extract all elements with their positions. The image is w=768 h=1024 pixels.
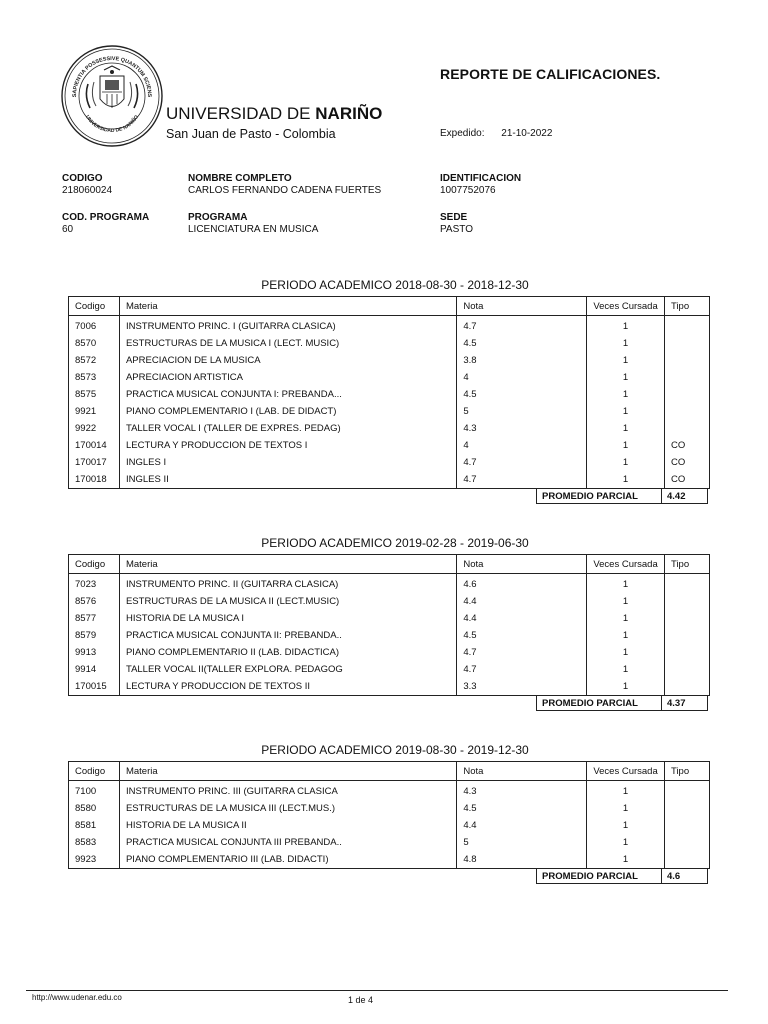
cell-materia: LECTURA Y PRODUCCION DE TEXTOS II <box>119 678 456 696</box>
cell-tipo <box>665 851 710 869</box>
cell-nota: 4.7 <box>457 661 587 678</box>
table-row <box>69 644 710 661</box>
cell-veces: 1 <box>587 352 665 369</box>
cell-codigo: 8570 <box>69 335 120 352</box>
cell-nota: 3.3 <box>457 678 587 696</box>
university-name-bold: NARIÑO <box>315 104 383 123</box>
promedio-parcial-label: PROMEDIO PARCIAL <box>536 868 662 884</box>
nombre-label: NOMBRE COMPLETO <box>188 173 292 184</box>
cell-nota: 4.8 <box>457 851 587 869</box>
table-row <box>69 369 710 386</box>
cell-nota: 4.5 <box>457 335 587 352</box>
cod-programa-block <box>62 212 149 236</box>
cell-tipo <box>665 316 710 336</box>
cell-nota: 4 <box>457 437 587 454</box>
cod-programa-label: COD. PROGRAMA <box>62 212 150 223</box>
cell-tipo <box>665 420 710 437</box>
cell-tipo <box>665 593 710 610</box>
cell-tipo: CO <box>665 454 710 471</box>
cell-materia: HISTORIA DE LA MUSICA II <box>119 817 456 834</box>
cell-codigo: 170017 <box>69 454 120 471</box>
table-row <box>69 420 710 437</box>
cell-materia: ESTRUCTURAS DE LA MUSICA I (LECT. MUSIC) <box>119 335 456 352</box>
cell-veces: 1 <box>587 335 665 352</box>
cell-codigo: 8572 <box>69 352 120 369</box>
column-header-tipo: Tipo <box>665 762 710 781</box>
column-header-materia: Materia <box>119 297 456 316</box>
cell-nota: 4.5 <box>457 627 587 644</box>
cell-tipo <box>665 403 710 420</box>
column-header-veces: Veces Cursada <box>587 555 665 574</box>
seal-text-bottom: UNIVERSIDAD DE NARIÑO <box>83 114 141 135</box>
codigo-label: CODIGO <box>62 173 103 184</box>
cell-materia: PRACTICA MUSICAL CONJUNTA III PREBANDA.. <box>119 834 456 851</box>
column-header-veces: Veces Cursada <box>587 762 665 781</box>
table-row <box>69 593 710 610</box>
promedio-parcial-value: 4.6 <box>662 868 708 884</box>
cell-nota: 4.3 <box>457 420 587 437</box>
cell-materia: PRACTICA MUSICAL CONJUNTA II: PREBANDA.. <box>119 627 456 644</box>
cell-materia: INSTRUMENTO PRINC. III (GUITARRA CLASICA <box>119 781 456 801</box>
cell-tipo <box>665 386 710 403</box>
table-row <box>69 800 710 817</box>
column-header-codigo: Codigo <box>69 297 120 316</box>
grades-table <box>68 761 710 869</box>
cell-codigo: 8579 <box>69 627 120 644</box>
cell-veces: 1 <box>587 574 665 594</box>
identificacion-block <box>440 173 521 197</box>
cell-materia: ESTRUCTURAS DE LA MUSICA III (LECT.MUS.) <box>119 800 456 817</box>
cell-codigo: 8580 <box>69 800 120 817</box>
cell-materia: INSTRUMENTO PRINC. I (GUITARRA CLASICA) <box>119 316 456 336</box>
identificacion-value: 1007752076 <box>440 185 496 196</box>
column-header-nota: Nota <box>457 297 587 316</box>
cell-nota: 4.4 <box>457 817 587 834</box>
cell-nota: 4.4 <box>457 610 587 627</box>
grades-table <box>68 296 710 489</box>
table-row <box>69 335 710 352</box>
cell-veces: 1 <box>587 851 665 869</box>
cell-veces: 1 <box>587 420 665 437</box>
cell-materia: INGLES I <box>119 454 456 471</box>
column-header-materia: Materia <box>119 762 456 781</box>
cell-veces: 1 <box>587 834 665 851</box>
cell-nota: 4.7 <box>457 454 587 471</box>
footer-page-number: 1 de 4 <box>348 995 374 1005</box>
cell-materia: LECTURA Y PRODUCCION DE TEXTOS I <box>119 437 456 454</box>
footer-url-link[interactable]: http://www.udenar.edu.co <box>32 993 122 1002</box>
cell-tipo <box>665 661 710 678</box>
codigo-block <box>62 173 112 197</box>
programa-label: PROGRAMA <box>188 212 248 223</box>
table-row <box>69 817 710 834</box>
table-row <box>69 834 710 851</box>
cell-codigo: 7006 <box>69 316 120 336</box>
promedio-parcial-value: 4.42 <box>662 488 708 504</box>
cell-materia: TALLER VOCAL II(TALLER EXPLORA. PEDAGOG <box>119 661 456 678</box>
table-row <box>69 574 710 594</box>
cell-veces: 1 <box>587 661 665 678</box>
table-row <box>69 851 710 869</box>
cell-veces: 1 <box>587 627 665 644</box>
table-row <box>69 352 710 369</box>
cell-codigo: 9922 <box>69 420 120 437</box>
cell-codigo: 7100 <box>69 781 120 801</box>
table-row <box>69 661 710 678</box>
cell-veces: 1 <box>587 644 665 661</box>
cell-nota: 3.8 <box>457 352 587 369</box>
table-row <box>69 678 710 696</box>
table-row <box>69 781 710 801</box>
cell-materia: INGLES II <box>119 471 456 489</box>
programa-value: LICENCIATURA EN MUSICA <box>188 224 319 235</box>
cell-veces: 1 <box>587 610 665 627</box>
column-header-nota: Nota <box>457 762 587 781</box>
nombre-block <box>188 173 381 197</box>
cell-codigo: 9913 <box>69 644 120 661</box>
university-prefix: UNIVERSIDAD DE <box>166 104 311 123</box>
cell-materia: HISTORIA DE LA MUSICA I <box>119 610 456 627</box>
cell-veces: 1 <box>587 678 665 696</box>
codigo-value: 218060024 <box>62 185 113 196</box>
sede-label: SEDE <box>440 212 468 223</box>
cell-veces: 1 <box>587 369 665 386</box>
cell-materia: APRECIACION DE LA MUSICA <box>119 352 456 369</box>
cell-materia: PRACTICA MUSICAL CONJUNTA I: PREBANDA... <box>119 386 456 403</box>
table-row <box>69 386 710 403</box>
cell-tipo <box>665 335 710 352</box>
cell-tipo <box>665 574 710 594</box>
cell-veces: 1 <box>587 386 665 403</box>
table-row <box>69 610 710 627</box>
cell-veces: 1 <box>587 316 665 336</box>
cell-tipo: CO <box>665 471 710 489</box>
promedio-parcial-value: 4.37 <box>662 695 708 711</box>
cell-materia: TALLER VOCAL I (TALLER DE EXPRES. PEDAG) <box>119 420 456 437</box>
table-row <box>69 403 710 420</box>
promedio-parcial-box <box>536 488 708 504</box>
cell-veces: 1 <box>587 800 665 817</box>
programa-block <box>188 212 318 236</box>
cell-tipo <box>665 781 710 801</box>
cell-codigo: 7023 <box>69 574 120 594</box>
promedio-parcial-box <box>536 868 708 884</box>
cell-codigo: 170014 <box>69 437 120 454</box>
table-header-row <box>69 762 710 781</box>
cell-nota: 4.4 <box>457 593 587 610</box>
university-name <box>166 104 382 124</box>
cell-tipo <box>665 678 710 696</box>
column-header-materia: Materia <box>119 555 456 574</box>
cell-materia: PIANO COMPLEMENTARIO II (LAB. DIDACTICA) <box>119 644 456 661</box>
cell-veces: 1 <box>587 454 665 471</box>
cell-nota: 4.7 <box>457 316 587 336</box>
cell-materia: PIANO COMPLEMENTARIO I (LAB. DE DIDACT) <box>119 403 456 420</box>
cell-materia: INSTRUMENTO PRINC. II (GUITARRA CLASICA) <box>119 574 456 594</box>
cell-codigo: 9921 <box>69 403 120 420</box>
cell-tipo <box>665 834 710 851</box>
promedio-parcial-label: PROMEDIO PARCIAL <box>536 488 662 504</box>
cell-codigo: 170015 <box>69 678 120 696</box>
university-city: San Juan de Pasto - Colombia <box>166 127 336 141</box>
cell-materia: APRECIACION ARTISTICA <box>119 369 456 386</box>
cell-nota: 4.5 <box>457 386 587 403</box>
cell-nota: 4.7 <box>457 471 587 489</box>
table-row <box>69 454 710 471</box>
table-row <box>69 627 710 644</box>
cell-codigo: 8581 <box>69 817 120 834</box>
sede-value: PASTO <box>440 224 473 235</box>
university-seal-logo <box>60 44 164 148</box>
cell-veces: 1 <box>587 593 665 610</box>
column-header-tipo: Tipo <box>665 297 710 316</box>
cell-codigo: 8577 <box>69 610 120 627</box>
cell-tipo <box>665 644 710 661</box>
column-header-veces: Veces Cursada <box>587 297 665 316</box>
cell-nota: 4.5 <box>457 800 587 817</box>
column-header-tipo: Tipo <box>665 555 710 574</box>
cell-nota: 4 <box>457 369 587 386</box>
report-title: REPORTE DE CALIFICACIONES. <box>440 66 661 82</box>
cell-codigo: 8575 <box>69 386 120 403</box>
nombre-value: CARLOS FERNANDO CADENA FUERTES <box>188 185 382 196</box>
cell-codigo: 9914 <box>69 661 120 678</box>
seal-text-top: SAPIENTIA POSSESSIVE QUANTUM SCIENS <box>71 55 153 98</box>
sede-block <box>440 212 473 236</box>
cell-tipo: CO <box>665 437 710 454</box>
cell-codigo: 8573 <box>69 369 120 386</box>
cell-codigo: 8576 <box>69 593 120 610</box>
issued-date <box>440 128 552 139</box>
column-header-codigo: Codigo <box>69 555 120 574</box>
column-header-nota: Nota <box>457 555 587 574</box>
cell-nota: 4.6 <box>457 574 587 594</box>
cell-codigo: 9923 <box>69 851 120 869</box>
cell-materia: ESTRUCTURAS DE LA MUSICA II (LECT.MUSIC) <box>119 593 456 610</box>
identificacion-label: IDENTIFICACION <box>440 173 522 184</box>
cell-tipo <box>665 369 710 386</box>
cell-codigo: 8583 <box>69 834 120 851</box>
cell-tipo <box>665 800 710 817</box>
cell-nota: 5 <box>457 403 587 420</box>
cell-tipo <box>665 352 710 369</box>
promedio-parcial-label: PROMEDIO PARCIAL <box>536 695 662 711</box>
table-row <box>69 437 710 454</box>
cell-tipo <box>665 627 710 644</box>
period-title: PERIODO ACADEMICO 2019-08-30 - 2019-12-30 <box>261 743 529 757</box>
cell-nota: 4.3 <box>457 781 587 801</box>
cod-programa-value: 60 <box>62 224 74 235</box>
issued-label: Expedido: <box>440 128 485 139</box>
cell-nota: 4.7 <box>457 644 587 661</box>
cell-nota: 5 <box>457 834 587 851</box>
table-header-row <box>69 297 710 316</box>
footer-divider <box>26 990 728 991</box>
column-header-codigo: Codigo <box>69 762 120 781</box>
issued-value: 21-10-2022 <box>501 128 553 139</box>
table-row <box>69 471 710 489</box>
period-title: PERIODO ACADEMICO 2018-08-30 - 2018-12-30 <box>261 278 529 292</box>
cell-tipo <box>665 817 710 834</box>
table-row <box>69 316 710 336</box>
cell-veces: 1 <box>587 781 665 801</box>
cell-veces: 1 <box>587 471 665 489</box>
cell-veces: 1 <box>587 403 665 420</box>
cell-materia: PIANO COMPLEMENTARIO III (LAB. DIDACTI) <box>119 851 456 869</box>
promedio-parcial-box <box>536 695 708 711</box>
cell-veces: 1 <box>587 817 665 834</box>
cell-veces: 1 <box>587 437 665 454</box>
cell-tipo <box>665 610 710 627</box>
period-title: PERIODO ACADEMICO 2019-02-28 - 2019-06-30 <box>261 536 529 550</box>
grades-table <box>68 554 710 696</box>
table-header-row <box>69 555 710 574</box>
cell-codigo: 170018 <box>69 471 120 489</box>
